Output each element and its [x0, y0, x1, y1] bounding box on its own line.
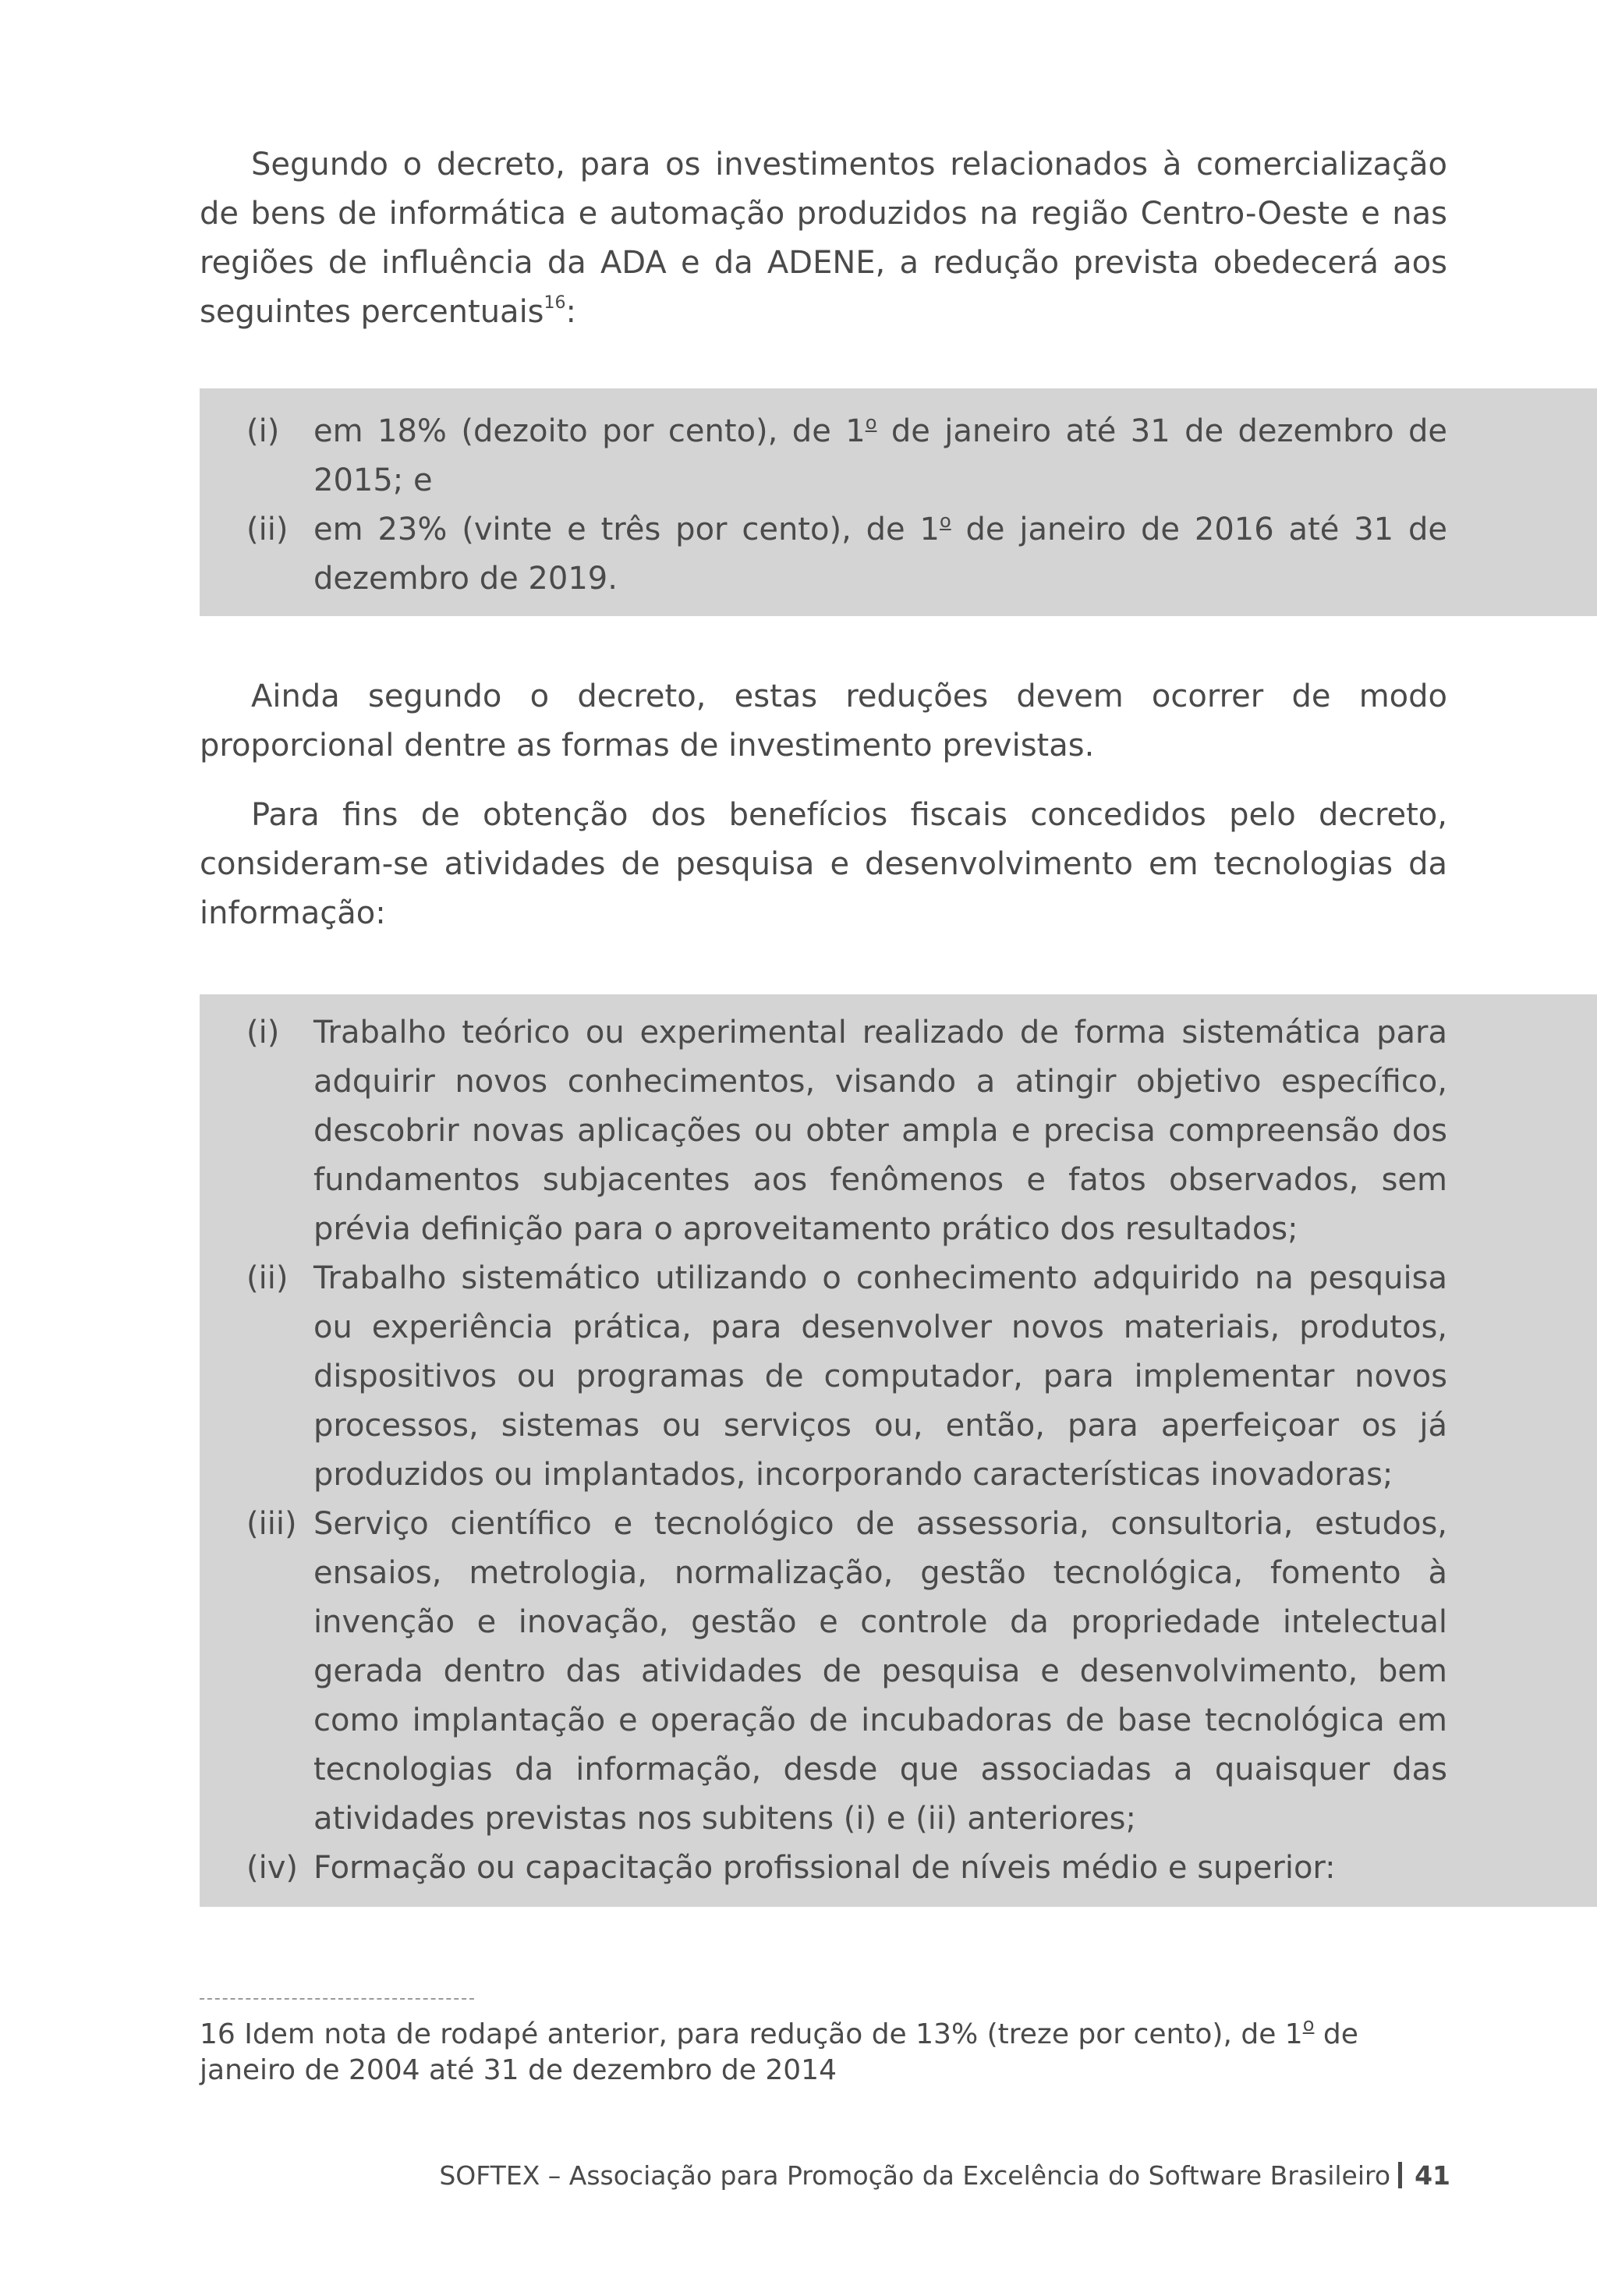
footnote-16 [200, 2014, 1447, 2089]
list-item [246, 1254, 1447, 1500]
footnote-divider [200, 1998, 474, 2000]
list-item-number: (i) [246, 1015, 280, 1051]
list-item-number: (ii) [246, 1260, 289, 1296]
list-item [246, 505, 1447, 604]
footer-publisher: SOFTEX – Associação para Promoção da Excelência do Software Brasileiro [439, 2160, 1391, 2191]
list-item-text-part: de janeiro até 31 de dezembro de 2015; e [313, 413, 1447, 498]
paragraph-percentuais [200, 140, 1447, 337]
paragraph-atividades: Para fins de obtenção dos benefícios fiscais concedidos pelo decreto, consideram-se atividades de pesquisa e desenvolvimento em tecnologias da informação: [200, 797, 1447, 931]
list-item-number: (iv) [246, 1850, 298, 1886]
footnote-text: de janeiro de 2004 até 31 de dezembro de 2014 [200, 2018, 1358, 2086]
list-item-number: (ii) [246, 512, 289, 547]
paragraph-proporcional: Ainda segundo o decreto, estas reduções devem ocorrer de modo proporcional dentre as formas de investimento previstas. [200, 679, 1447, 764]
list-item [246, 407, 1447, 505]
list-item [246, 1008, 1447, 1254]
list-item-number: (i) [246, 413, 280, 449]
list-item-text: Serviço científico e tecnológico de assessoria, consultoria, estudos, ensaios, metrologia, normalização, gestão tecnológica, fomento à invenção e inovação, gestão e controle da propriedade intelectual gerada dentro das atividades de pesquisa e desenvolvimento, bem como implantação e operação de incubadoras de base tecnológica em tecnologias da informação, desde que associadas a quaisquer das atividades previstas nos subitens (i) e (ii) anteriores; [313, 1506, 1447, 1837]
footer-separator [1398, 2162, 1402, 2188]
list-item-text: Formação ou capacitação profissional de níveis médio e superior: [313, 1850, 1336, 1886]
page-footer [439, 2159, 1450, 2193]
list-item-text [313, 505, 1447, 604]
ordinal-indicator: o [939, 510, 951, 532]
list-item-text-part: de janeiro de 2016 até 31 de dezembro de 2019. [313, 512, 1448, 597]
list-item-number: (iii) [246, 1506, 297, 1542]
page-number: 41 [1415, 2160, 1450, 2191]
paragraph-text: Segundo o decreto, para os investimentos relacionados à comercialização de bens de informática e automação produzidos na região Centro-Oeste e nas regiões de influência da ADA e da ADENE, a redução prevista obedecerá aos seguintes percentuais [200, 147, 1447, 330]
list-item-text-part: em 23% (vinte e três por cento), de 1 [313, 512, 940, 547]
list-item [246, 1500, 1447, 1844]
list-item-text [313, 407, 1447, 505]
footnote-reference[interactable]: 16 [544, 293, 566, 313]
list-item [246, 1844, 1447, 1893]
list-item-text: Trabalho teórico ou experimental realizado de forma sistemática para adquirir novos conhecimentos, visando a atingir objetivo específico, descobrir novas aplicações ou obter ampla e precisa compreensão dos fundamentos subjacentes aos fenômenos e fatos observados, sem prévia definição para o aproveitamento prático dos resultados; [313, 1015, 1447, 1247]
footnote-text: 16 Idem nota de rodapé anterior, para redução de 13% (treze por cento), de 1 [200, 2018, 1303, 2050]
ordinal-indicator: o [1302, 2014, 1315, 2036]
list-item-text: Trabalho sistemático utilizando o conhecimento adquirido na pesquisa ou experiência prática, para desenvolver novos materiais, produtos, dispositivos ou programas de computador, para implementar novos processos, sistemas ou serviços ou, então, para aperfeiçoar os já produzidos ou implantados, incorporando características inovadoras; [313, 1260, 1447, 1493]
list-item-text-part: em 18% (dezoito por cento), de 1 [313, 413, 866, 449]
ordinal-indicator: o [865, 412, 877, 434]
paragraph-end: : [565, 294, 577, 330]
